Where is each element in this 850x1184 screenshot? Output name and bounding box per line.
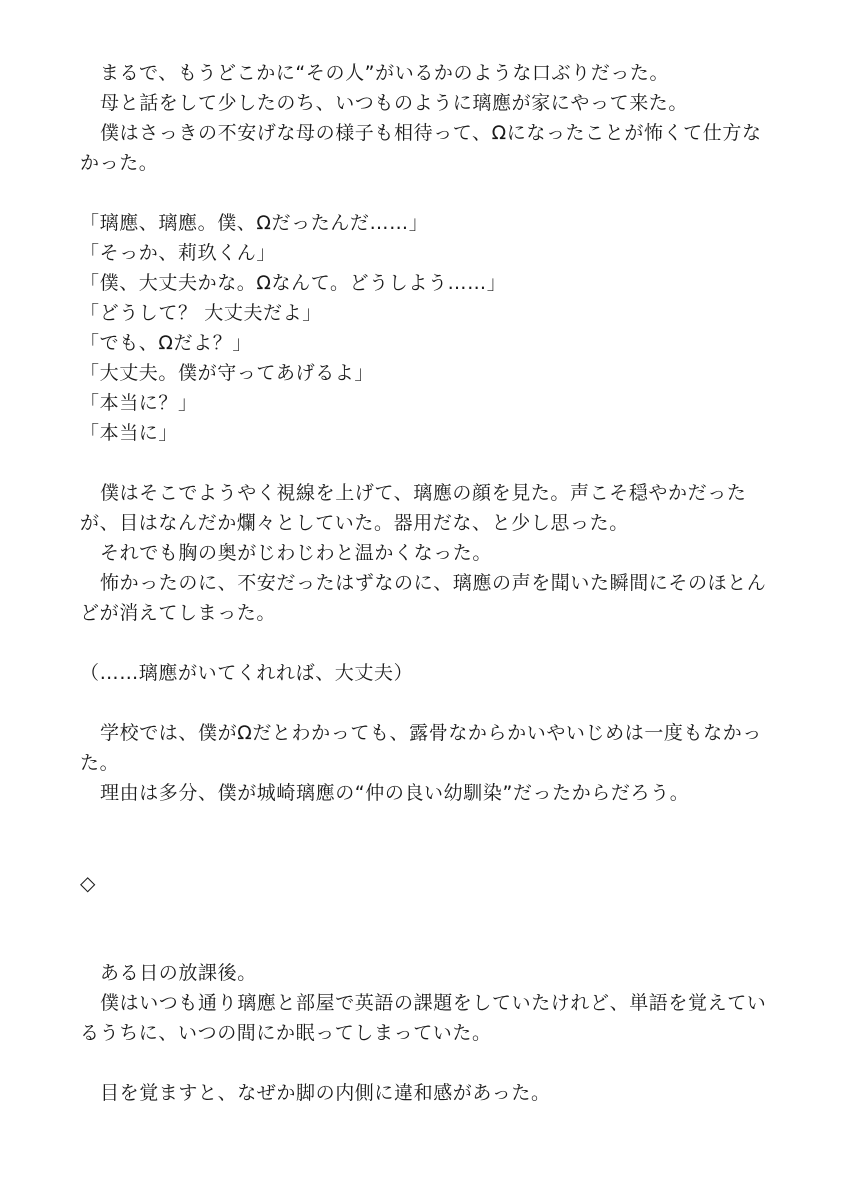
blank-line	[80, 898, 770, 958]
blank-line	[80, 628, 770, 658]
paragraph: 僕はそこでようやく視線を上げて、璃應の顔を見た。声こそ穏やかだったが、目はなんだか爛々としていた。器用だな、と少し思った。	[80, 482, 747, 534]
dialogue-line: 「大丈夫。僕が守ってあげるよ」	[80, 362, 375, 384]
paragraph: 怖かったのに、不安だったはずなのに、璃應の声を聞いた瞬間にそのほとんどが消えてしまった。	[80, 572, 767, 624]
inner-thought: （……璃應がいてくれれば、大丈夫）	[80, 662, 414, 684]
dialogue-line: 「そっか、莉玖くん」	[80, 242, 277, 264]
paragraph: まるで、もうどこかに“その人”がいるかのような口ぶりだった。	[100, 62, 670, 84]
scene-separator: ◇	[80, 871, 96, 895]
paragraph: それでも胸の奥がじわじわと温かくなった。	[100, 542, 493, 564]
body-text	[80, 58, 770, 1108]
paragraph: 僕はさっきの不安げな母の様子も相待って、Ωになったことが怖くて仕方なかった。	[80, 122, 762, 174]
blank-line	[80, 448, 770, 478]
blank-line	[80, 688, 770, 718]
paragraph: 理由は多分、僕が城崎璃應の“仲の良い幼馴染”だったからだろう。	[100, 782, 690, 804]
paragraph: 目を覚ますと、なぜか脚の内側に違和感があった。	[100, 1082, 551, 1104]
dialogue-line: 「僕、大丈夫かな。Ωなんて。どうしよう……」	[80, 272, 507, 294]
dialogue-line: 「どうして？ 大丈夫だよ」	[80, 302, 322, 324]
dialogue-line: 「本当に？」	[80, 392, 198, 414]
paragraph: 僕はいつも通り璃應と部屋で英語の課題をしていたけれど、単語を覚えているうちに、いつの間にか眠ってしまっていた。	[80, 992, 767, 1044]
dialogue-line: 「でも、Ωだよ？」	[80, 332, 252, 354]
dialogue-line: 「本当に」	[80, 422, 179, 444]
paragraph: ある日の放課後。	[100, 962, 257, 984]
blank-line	[80, 178, 770, 208]
dialogue-line: 「璃應、璃應。僕、Ωだったんだ……」	[80, 212, 429, 234]
blank-line	[80, 808, 770, 868]
paragraph: 学校では、僕がΩだとわかっても、露骨なからかいやいじめは一度もなかった。	[80, 722, 762, 774]
blank-line	[80, 1048, 770, 1078]
paragraph: 母と話をして少したのち、いつものように璃應が家にやって来た。	[100, 92, 689, 114]
